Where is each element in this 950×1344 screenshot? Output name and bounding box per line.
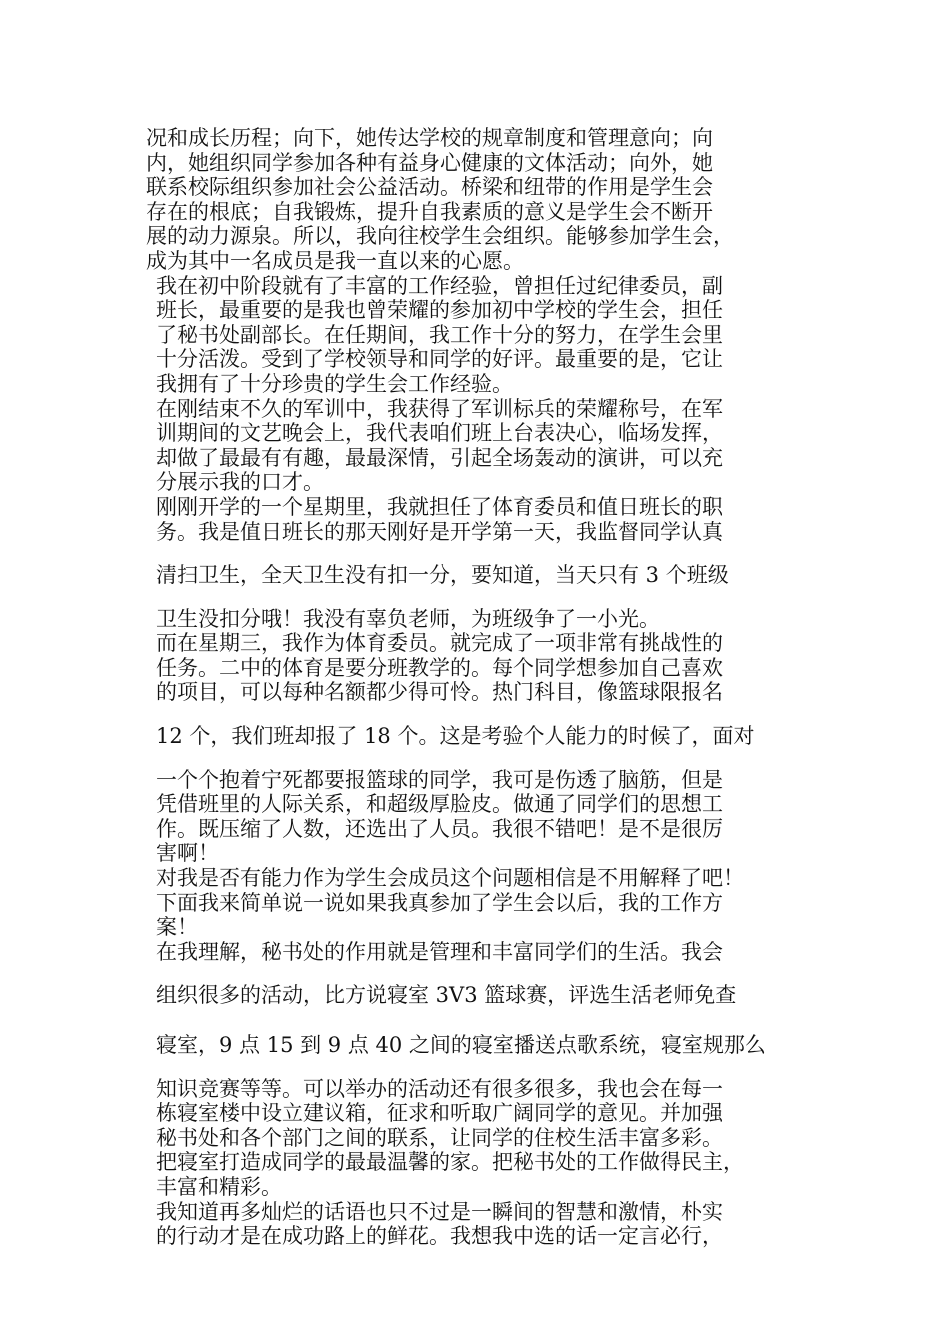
text-line: 训期间的文艺晚会上，我代表咱们班上台表决心，临场发挥， [156, 421, 723, 446]
text-line: 我拥有了十分珍贵的学生会工作经验。 [156, 371, 513, 396]
text-line: 卫生没扣分哦！我没有辜负老师，为班级争了一小光。 [156, 606, 660, 631]
text-line: 展的动力源泉。所以，我向往校学生会组织。能够参加学生会， [146, 224, 734, 249]
text-line: 害啊！ [156, 841, 219, 866]
text-line: 我在初中阶段就有了丰富的工作经验，曾担任过纪律委员，副 [156, 273, 723, 298]
text-line: 况和成长历程；向下，她传达学校的规章制度和管理意向；向 [146, 126, 713, 150]
text-line: 12 个，我们班却报了 18 个。这是考验个人能力的时候了，面对 [156, 724, 755, 749]
text-line: 的项目，可以每种名额都少得可怜。热门科目，像篮球限报名 [156, 680, 723, 705]
paragraph-capability [146, 866, 806, 940]
text-line: 联系校际组织参加社会公益活动。桥梁和纽带的作用是学生会 [146, 175, 713, 200]
paragraph-closing [146, 1200, 806, 1249]
text-line: 务。我是值日班长的那天刚好是开学第一天，我监督同学认真 [156, 519, 723, 544]
text-line: 把寝室打造成同学的最最温馨的家。把秘书处的工作做得民主， [156, 1150, 744, 1175]
text-line: 班长，最重要的是我也曾荣耀的参加初中学校的学生会，担任 [156, 298, 723, 323]
text-line: 在我理解，秘书处的作用就是管理和丰富同学们的生活。我会 [156, 939, 723, 964]
text-line: 一个个抱着宁死都要报篮球的同学，我可是伤透了脑筋，但是 [156, 767, 723, 792]
text-line: 成为其中一名成员是我一直以来的心愿。 [146, 248, 524, 273]
text-line: 对我是否有能力作为学生会成员这个问题相信是不用解释了吧！ [156, 866, 744, 891]
text-line: 秘书处和各个部门之间的联系，让同学的住校生活丰富多彩。 [156, 1125, 723, 1150]
text-line: 十分活泼。受到了学校领导和同学的好评。最重要的是，它让 [156, 347, 723, 372]
text-line: 了秘书处副部长。在任期间，我工作十分的努力，在学生会里 [156, 322, 723, 347]
text-line: 在刚结束不久的军训中，我获得了军训标兵的荣耀称号，在军 [156, 396, 723, 421]
document-body [146, 126, 806, 1249]
paragraph-pe-committee [146, 631, 806, 866]
text-line: 的行动才是在成功路上的鲜花。我想我中选的话一定言必行， [156, 1224, 723, 1249]
text-line: 寝室，9 点 15 到 9 点 40 之间的寝室播送点歌系统，寝室规那么 [156, 1033, 766, 1057]
text-line: 存在的根底；自我锻炼，提升自我素质的意义是学生会不断开 [146, 199, 713, 224]
text-line: 分展示我的口才。 [156, 470, 324, 495]
text-line: 任务。二中的体育是要分班教学的。每个同学想参加自己喜欢 [156, 655, 723, 680]
paragraph-duty-monitor [146, 495, 806, 631]
text-line: 作。既压缩了人数，还选出了人员。我很不错吧！是不是很厉 [156, 816, 723, 841]
text-line: 知识竞赛等等。可以举办的活动还有很多很多，我也会在每一 [156, 1076, 723, 1101]
text-line: 刚刚开学的一个星期里，我就担任了体育委员和值日班长的职 [156, 494, 723, 519]
text-line: 组织很多的活动，比方说寝室 3V3 篮球赛，评选生活老师免查 [156, 983, 737, 1008]
text-line: 凭借班里的人际关系，和超级厚脸皮。做通了同学们的思想工 [156, 792, 723, 817]
text-line: 栋寝室楼中设立建议箱，征求和听取广阔同学的意见。并加强 [156, 1101, 723, 1126]
paragraph-student-union-role [146, 126, 806, 274]
text-line: 却做了最最有有趣，最最深情，引起全场轰动的演讲，可以充 [156, 445, 723, 470]
text-line: 下面我来简单说一说如果我真参加了学生会以后，我的工作方 [156, 890, 723, 915]
paragraph-work-plan [146, 940, 806, 1200]
text-line: 而在星期三，我作为体育委员。就完成了一项非常有挑战性的 [156, 631, 723, 656]
text-line: 丰富和精彩。 [156, 1174, 282, 1199]
paragraph-military-training [146, 397, 806, 495]
text-line: 内，她组织同学参加各种有益身心健康的文体活动；向外，她 [146, 150, 713, 175]
paragraph-middle-school-experience [146, 274, 806, 397]
text-line: 我知道再多灿烂的话语也只不过是一瞬间的智慧和激情，朴实 [156, 1199, 723, 1224]
text-line: 案！ [156, 915, 198, 940]
text-line: 清扫卫生，全天卫生没有扣一分，要知道，当天只有 3 个班级 [156, 563, 729, 588]
